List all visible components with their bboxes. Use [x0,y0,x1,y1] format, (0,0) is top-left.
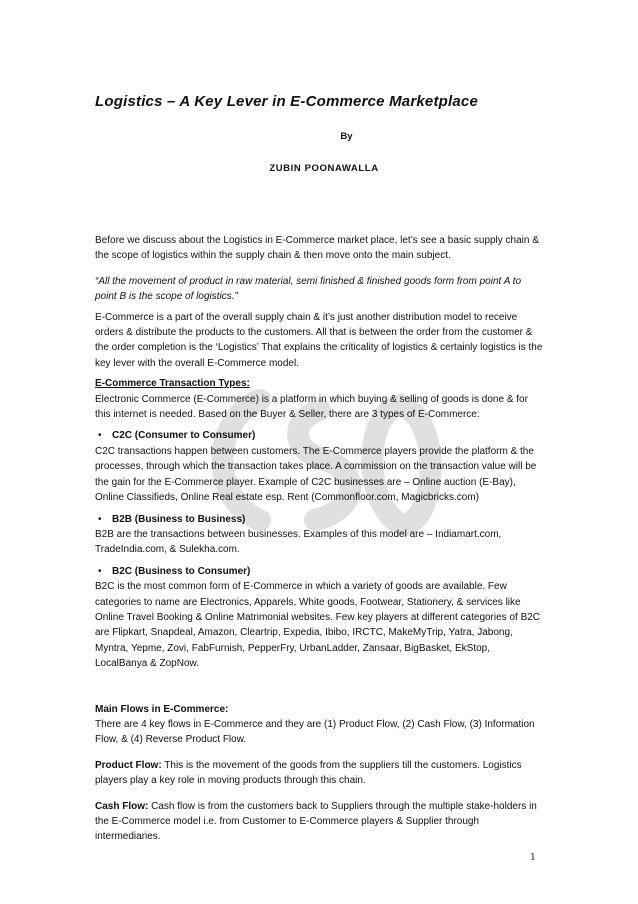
product-flow-label: Product Flow: [95,759,162,771]
document-title: Logistics – A Key Lever in E-Commerce Marketplace [95,93,478,110]
main-flows-text: There are 4 key flows in E-Commerce and they are (1) Product Flow, (2) Cash Flow, (3) Information Flow, & (4) Reverse Product Flow. [95,718,535,746]
b2b-heading: B2B (Business to Business) [112,513,246,525]
b2c-heading: B2C (Business to Consumer) [112,565,251,577]
b2c-bullet [95,564,543,579]
product-flow-paragraph [95,758,543,789]
b2b-bullet [95,512,543,527]
byline [0,131,638,174]
cash-flow-text: Cash flow is from the customers back to Suppliers through the multiple stake-holders in the E-Commerce model i.e. from Customer to E-Commerce players & Supplier through intermediaries. [95,800,537,843]
intro-paragraph: Before we discuss about the Logistics in E-Commerce market place, let’s see a basic supply chain & the scope of logistics within the supply chain & then move onto the main subject. [95,235,539,262]
ecommerce-paragraph: E-Commerce is a part of the overall supply chain & it’s just another distribution model to receive orders & distribute the products to the customers. All that is between the order from the customer & the order completion is the ‘Logistics’ That explains the criticality of logistics & certainly logistics is the key lever with the overall E-Commerce model. [95,311,543,369]
by-label: By [340,131,353,142]
bullet-dot: • [98,513,102,525]
cash-flow-label: Cash Flow: [95,800,149,812]
b2b-text: B2B are the transactions between businesses. Examples of this model are – Indiamart.com, TradeIndia.com, & Sulekha.com. [95,528,502,556]
author-name: ZUBIN POONAWALLA [269,163,379,174]
cash-flow-paragraph [95,799,543,845]
bullet-dot: • [98,430,102,442]
logistics-quote: “All the movement of product in raw material, semi finished & finished goods form from point A to point B is the scope of logistics.” [95,275,522,303]
transaction-types-intro: Electronic Commerce (E-Commerce) is a platform in which buying & selling of goods is done & for this internet is needed. Based on the Buyer & Seller, there are 3 types of E-Commerce: [95,393,528,421]
b2c-text: B2C is the most common form of E-Commerce in which a variety of goods are available. Few categories to name are Electronics, Apparels, White goods, Footwear, Stationery, & services like Online Travel Booking & Online Matrimonial websites. Few key players at different categories of B2C are Flipkart, Snapdeal, Amazon, Cleartrip, Expedia, Ibibo, IRCTC, MakeMyTrip, Yatra, Jabong, Myntra, Yepme, Zovi, FabFurnish, PepperFry, UrbanLadder, Zansaar, BigBasket, EkStop, LocalBanya & ZopNow. [95,581,541,670]
transaction-types-heading: E-Commerce Transaction Types: [95,378,250,390]
document-body [95,233,543,845]
main-flows-heading: Main Flows in E-Commerce: [95,703,229,715]
bullet-dot: • [98,565,102,577]
product-flow-text: This is the movement of the goods from the suppliers till the customers. Logistics players play a key role in moving products through this chain. [95,759,522,787]
c2c-bullet [95,428,543,443]
c2c-text: C2C transactions happen between customers. The E-Commerce players provide the platform & the processes, through which the transaction takes place. A commission on the transaction value will be the gain for the E-Commerce player. Example of C2C businesses are – Online auction (E-Bay), Online Classifieds, Online Real estate esp. Rent (Commonfloor.com, Magicbricks.com) [95,445,537,504]
page-number: 1 [530,851,536,863]
c2c-heading: C2C (Consumer to Consumer) [112,430,256,442]
